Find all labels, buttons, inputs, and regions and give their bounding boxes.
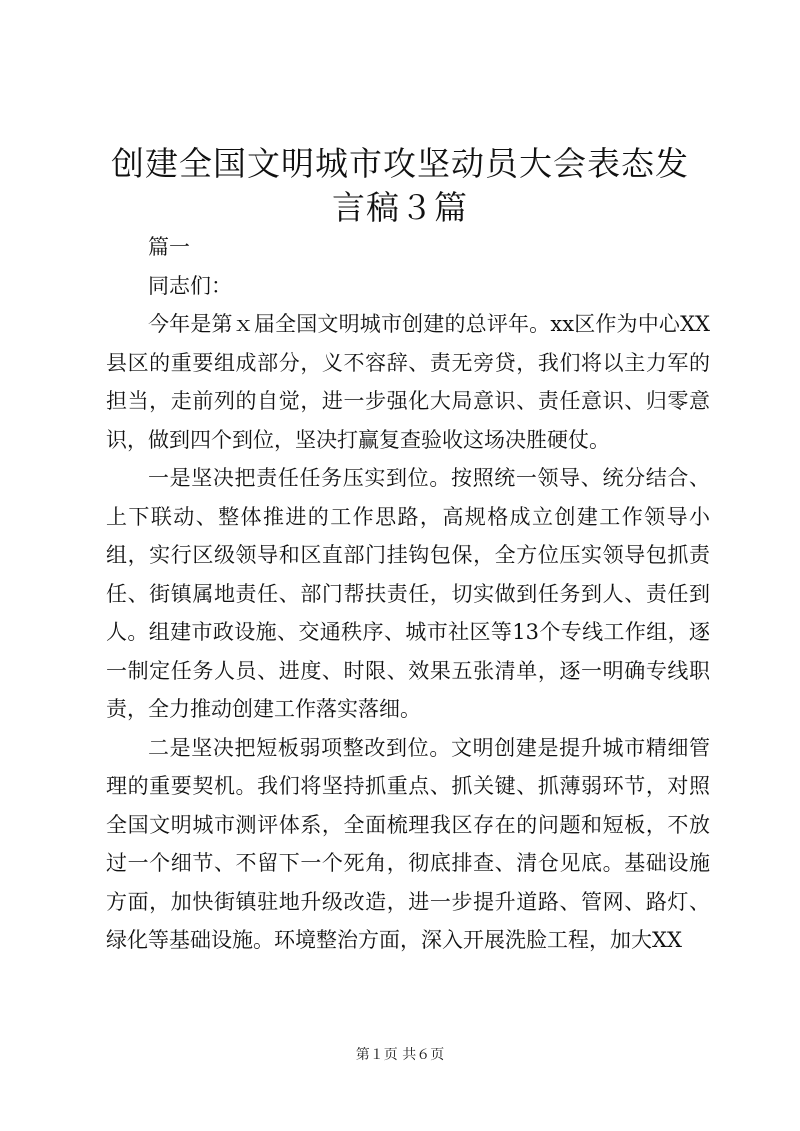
salutation: 同志们：: [148, 273, 232, 298]
page-footer: 第１页 共６页: [355, 1047, 445, 1063]
paragraph-intro: 今年是第ｘ届全国文明城市创建的总评年。xx区作为中心XX县区的重要组成部分，义不容辞、责无旁贷，我们将以主力军的担当，走前列的自觉，进一步强化大局意识、责任意识、归零意识，做到四个到位，坚决打赢复查验收这场决胜硬仗。: [106, 312, 710, 452]
paragraph-responsibility: 一是坚决把责任任务压实到位。按照统一领导、统分结合、上下联动、整体推进的工作思路，高规格成立创建工作领导小组，实行区级领导和区直部门挂钩包保，全方位压实领导包抓责任、街镇属地责任、部门帮扶责任，切实做到任务到人、责任到人。组建市政设施、交通秩序、城市社区等13个专线工作组，逐一制定任务人员、进度、时限、效果五张清单，逐一明确专线职责，全力推动创建工作落实落细。: [106, 466, 710, 721]
document-body: [106, 228, 710, 960]
paragraph-rectification: 二是坚决把短板弱项整改到位。文明创建是提升城市精细管理的重要契机。我们将坚持抓重点、抓关键、抓薄弱环节，对照全国文明城市测评体系，全面梳理我区存在的问题和短板，不放过一个细节、不留下一个死角，彻底排查、清仓见底。基础设施方面，加快街镇驻地升级改造，进一步提升道路、管网、路灯、绿化等基础设施。环境整治方面，深入开展洗脸工程，加大XX: [106, 735, 710, 952]
document-title: 创建全国文明城市攻坚动员大会表态发言稿３篇: [111, 144, 689, 227]
section-label: 篇一: [148, 235, 190, 259]
